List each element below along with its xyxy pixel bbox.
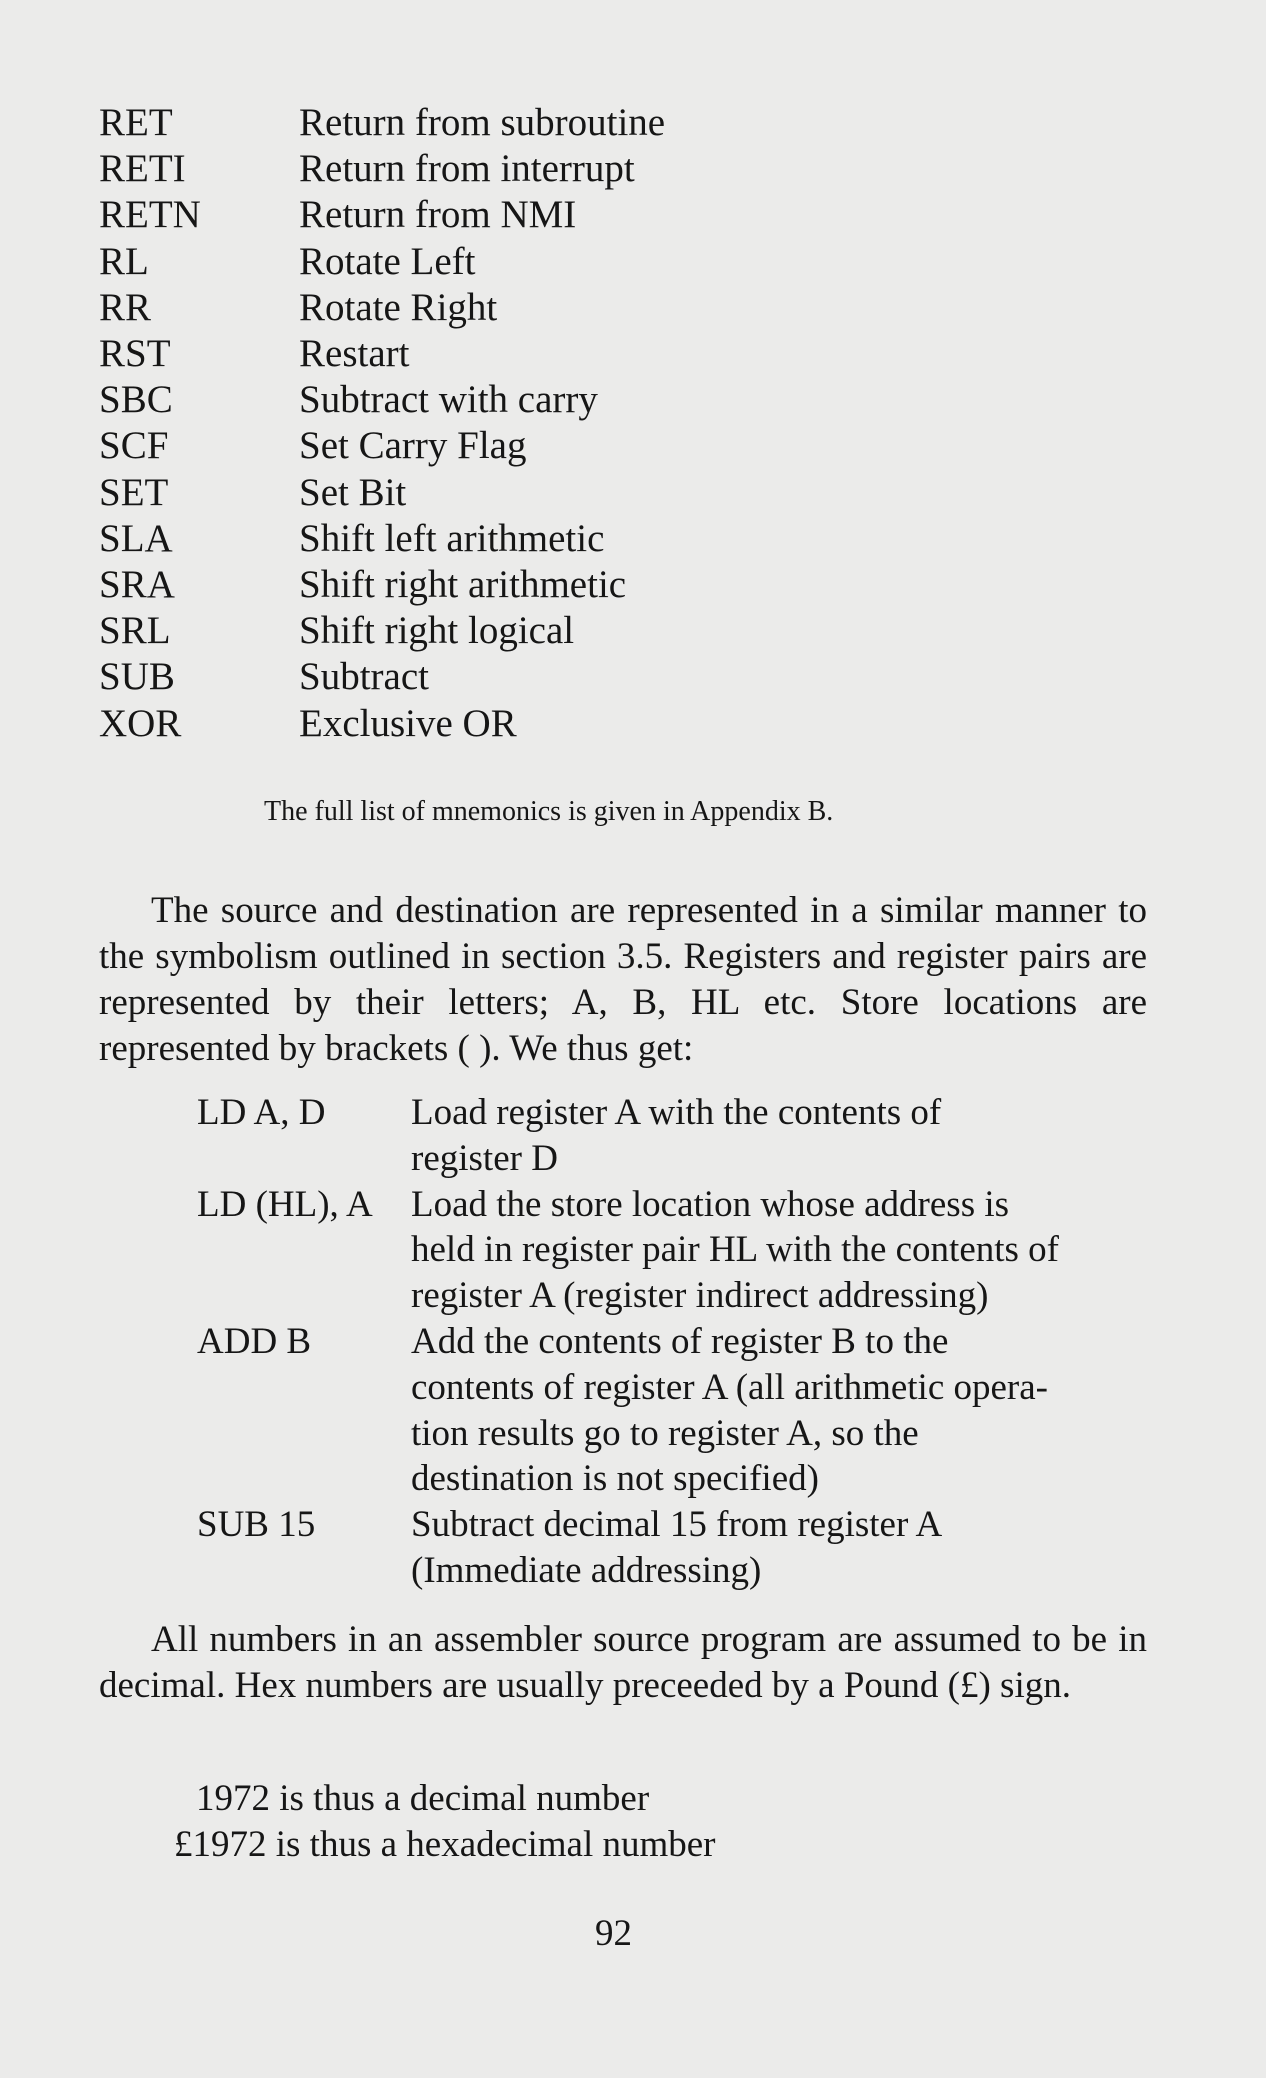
mnemonic-description: Subtract with carry [299, 378, 598, 422]
example-row [197, 1090, 1157, 1182]
mnemonic-code: RST [99, 332, 171, 376]
example-code: ADD B [197, 1320, 312, 1362]
example-line: Add the contents of register B to the [411, 1320, 949, 1362]
mnemonic-row [99, 377, 665, 423]
mnemonic-table [99, 100, 665, 747]
example-row [197, 1502, 1157, 1594]
mnemonic-description: Restart [299, 332, 410, 376]
page-number: 92 [595, 1913, 632, 1954]
mnemonic-row [99, 192, 665, 238]
example-line: Load the store location whose address is [411, 1183, 1010, 1225]
example-description [411, 1502, 1157, 1594]
number-examples [174, 1776, 716, 1868]
mnemonic-description: Shift right arithmetic [299, 563, 627, 607]
decimal-example: 1972 is thus a decimal number [196, 1778, 650, 1819]
mnemonic-code: RR [99, 285, 152, 329]
mnemonic-row [99, 701, 665, 747]
example-list [197, 1090, 1157, 1594]
mnemonic-row [99, 516, 665, 562]
mnemonic-code: RET [99, 101, 173, 144]
mnemonic-code: SET [99, 470, 169, 514]
example-code: SUB 15 [197, 1504, 316, 1546]
mnemonic-code: SBC [99, 378, 173, 422]
mnemonic-code: SRA [99, 563, 175, 607]
hexadecimal-example: £1972 is thus a hexadecimal number [174, 1824, 716, 1865]
mnemonic-row [99, 654, 665, 700]
example-line: register A (register indirect addressing) [411, 1275, 989, 1317]
mnemonic-description: Set Carry Flag [299, 424, 527, 468]
mnemonic-row [99, 608, 665, 654]
mnemonic-description: Exclusive OR [299, 701, 517, 745]
mnemonic-description: Return from NMI [299, 193, 577, 237]
example-description [411, 1182, 1157, 1319]
example-line: held in register pair HL with the contents of [411, 1229, 1060, 1271]
mnemonic-code: RL [99, 239, 149, 283]
example-description [411, 1319, 1157, 1502]
example-line: Load register A with the contents of [411, 1092, 942, 1133]
mnemonic-row [99, 146, 665, 192]
mnemonic-code: SUB [99, 655, 175, 699]
appendix-note: The full list of mnemonics is given in Appendix B. [264, 796, 834, 827]
mnemonic-description: Shift right logical [299, 609, 575, 653]
example-code: LD A, D [197, 1092, 326, 1133]
mnemonic-row [99, 562, 665, 608]
example-description [411, 1090, 1157, 1182]
mnemonic-code: SCF [99, 424, 169, 468]
mnemonic-description: Return from subroutine [299, 101, 666, 144]
mnemonic-description: Shift left arithmetic [299, 516, 605, 560]
mnemonic-description: Subtract [299, 655, 429, 699]
mnemonic-description: Rotate Right [299, 285, 498, 329]
mnemonic-code: XOR [99, 701, 182, 745]
mnemonic-code: SRL [99, 609, 171, 653]
mnemonic-row [99, 423, 665, 469]
mnemonic-code: RETI [99, 147, 186, 191]
example-line: contents of register A (all arithmetic opera- [411, 1366, 1048, 1408]
mnemonic-code: SLA [99, 516, 173, 560]
mnemonic-description: Set Bit [299, 470, 407, 514]
mnemonic-code: RETN [99, 193, 201, 237]
example-line: tion results go to register A, so the [411, 1412, 919, 1454]
example-row [197, 1182, 1157, 1319]
mnemonic-row [99, 239, 665, 285]
example-line: register D [411, 1137, 558, 1179]
body-paragraph: All numbers in an assembler source program are assumed to be in decimal. Hex numbers are usually preceeded by a Pound (£) sign. [99, 1619, 1147, 1706]
example-line: destination is not specified) [411, 1458, 819, 1500]
mnemonic-row [99, 285, 665, 331]
body-paragraph: The source and destination are represented in a similar manner to the symbolism outlined in section 3.5. Registers and register pairs are represented by their letters; A, B, HL etc. Store locations are represented by brackets ( ). We thus get: [99, 890, 1147, 1069]
example-code: LD (HL), A [197, 1183, 373, 1225]
mnemonic-description: Return from interrupt [299, 147, 635, 191]
example-line: (Immediate addressing) [411, 1549, 762, 1591]
mnemonic-row [99, 470, 665, 516]
mnemonic-description: Rotate Left [299, 239, 476, 283]
example-row [197, 1319, 1157, 1502]
mnemonic-row [99, 100, 665, 146]
example-line: Subtract decimal 15 from register A [411, 1504, 943, 1546]
mnemonic-row [99, 331, 665, 377]
